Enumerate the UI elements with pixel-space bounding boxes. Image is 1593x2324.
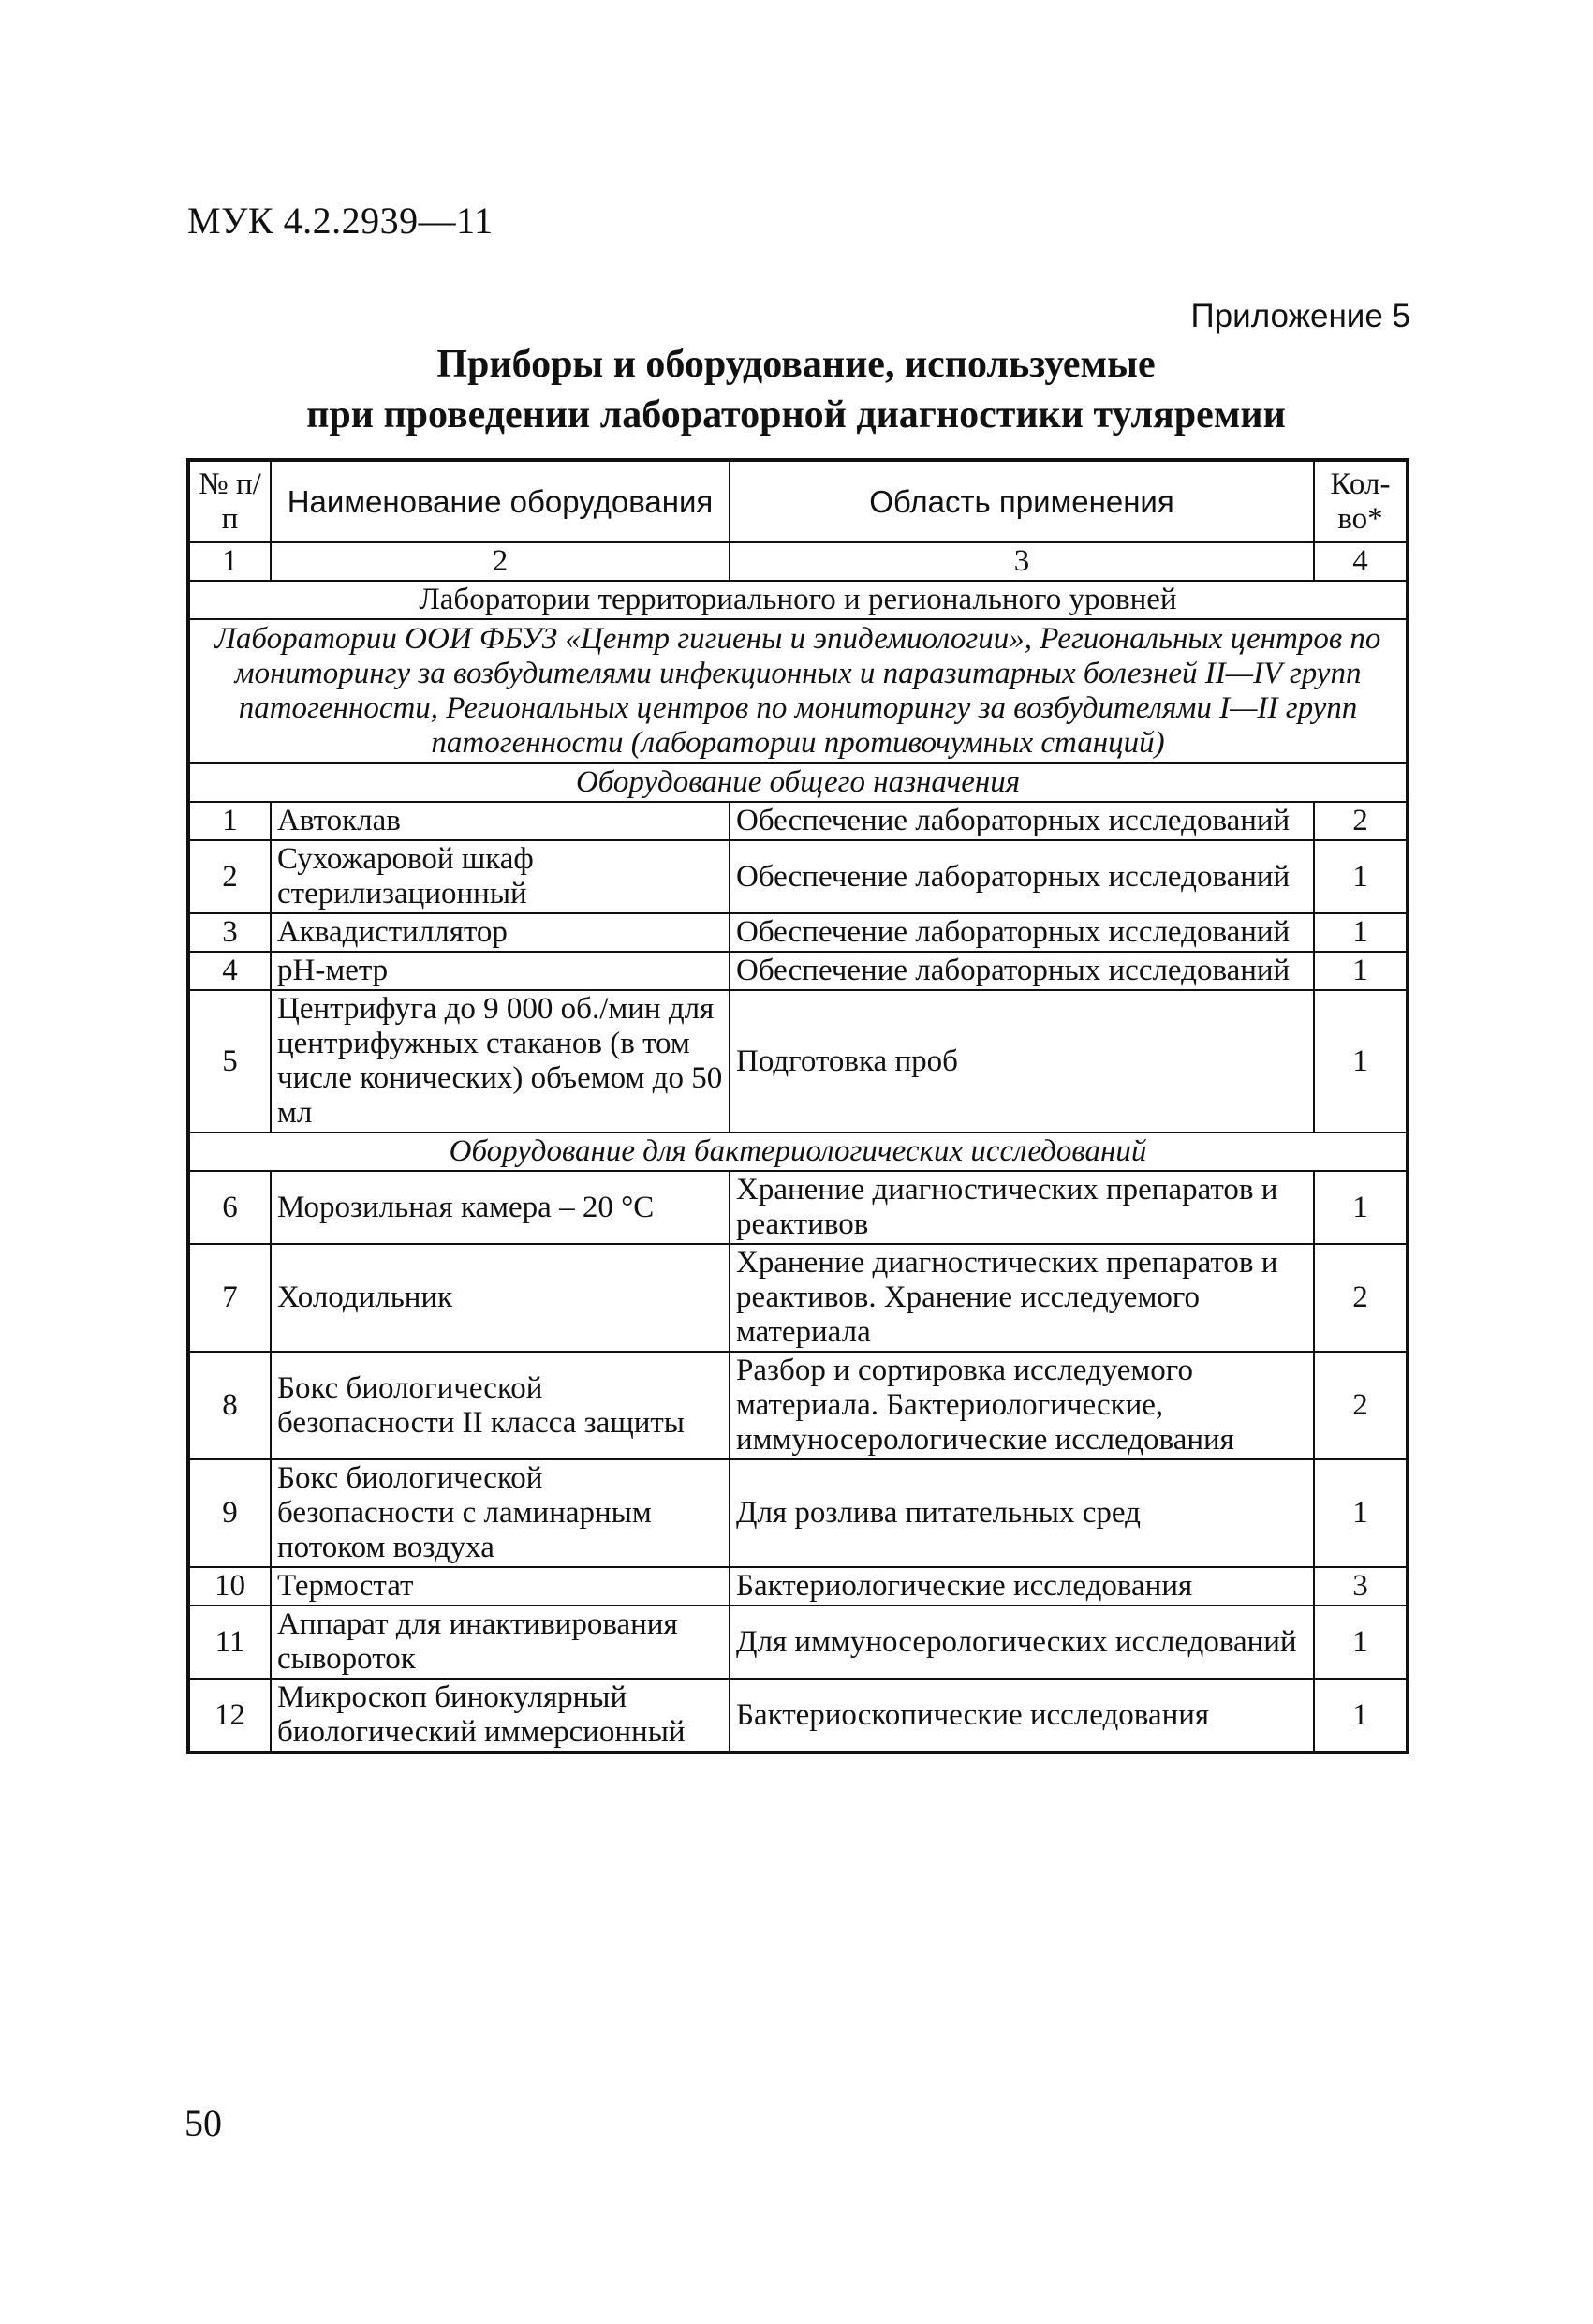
equipment-quantity: 1	[1314, 952, 1408, 990]
organization-heading: Лаборатории ООИ ФБУЗ «Центр гигиены и эпидемиологии», Региональных центров по мониторингу за возбудителями инфекционных и паразитарных болезней II—IV групп патогенности, Региональных центров по мониторингу за возбудителями I—II групп патогенности (лаборатории противочумных станций)	[188, 619, 1408, 763]
row-number: 4	[188, 952, 271, 990]
table-header-row	[188, 460, 1408, 542]
equipment-name: Бокс биологической безопасности с ламинарным потоком воздуха	[271, 1459, 730, 1567]
section-heading: Оборудование общего назначения	[188, 763, 1408, 802]
column-number: 4	[1314, 542, 1408, 581]
equipment-name: Аквадистиллятор	[271, 913, 730, 952]
table-row	[188, 1606, 1408, 1679]
column-header-usage: Область применения	[730, 460, 1314, 542]
equipment-usage: Подготовка проб	[730, 990, 1314, 1132]
section-heading-row	[188, 763, 1408, 802]
column-number: 2	[271, 542, 730, 581]
equipment-quantity: 1	[1314, 1606, 1408, 1679]
equipment-usage: Бактериоскопические исследования	[730, 1679, 1314, 1753]
equipment-quantity: 2	[1314, 1352, 1408, 1459]
row-number: 9	[188, 1459, 271, 1567]
equipment-quantity: 2	[1314, 1244, 1408, 1352]
table-row	[188, 1679, 1408, 1753]
row-number: 8	[188, 1352, 271, 1459]
equipment-name: Автоклав	[271, 802, 730, 840]
equipment-usage: Обеспечение лабораторных исследований	[730, 913, 1314, 952]
table-row	[188, 1459, 1408, 1567]
equipment-quantity: 1	[1314, 1459, 1408, 1567]
equipment-name: Сухожаровой шкаф стерилизационный	[271, 840, 730, 913]
organization-heading-row	[188, 619, 1408, 763]
row-number: 12	[188, 1679, 271, 1753]
title-line-1: Приборы и оборудование, используемые	[436, 343, 1156, 386]
title-line-2: при проведении лабораторной диагностики туляремии	[306, 393, 1286, 437]
equipment-usage: Для иммуносерологических исследований	[730, 1606, 1314, 1679]
equipment-name: Морозильная камера – 20 °С	[271, 1171, 730, 1244]
equipment-name: Бокс биологической безопасности II класса защиты	[271, 1352, 730, 1459]
level-heading-row	[188, 581, 1408, 619]
equipment-usage: Хранение диагностических препаратов и реактивов. Хранение исследуемого материала	[730, 1244, 1314, 1352]
table-row	[188, 1567, 1408, 1606]
equipment-usage: Для розлива питательных сред	[730, 1459, 1314, 1567]
table-row	[188, 913, 1408, 952]
equipment-quantity: 1	[1314, 840, 1408, 913]
equipment-quantity: 1	[1314, 1171, 1408, 1244]
equipment-quantity: 1	[1314, 1679, 1408, 1753]
equipment-name: Холодильник	[271, 1244, 730, 1352]
row-number: 1	[188, 802, 271, 840]
document-title	[187, 339, 1405, 440]
equipment-quantity: 2	[1314, 802, 1408, 840]
column-number: 1	[188, 542, 271, 581]
row-number: 2	[188, 840, 271, 913]
equipment-usage: Обеспечение лабораторных исследований	[730, 840, 1314, 913]
row-number: 3	[188, 913, 271, 952]
level-heading: Лаборатории территориального и регионального уровней	[188, 581, 1408, 619]
table-row	[188, 1171, 1408, 1244]
equipment-quantity: 1	[1314, 990, 1408, 1132]
table-row	[188, 840, 1408, 913]
equipment-usage: Обеспечение лабораторных исследований	[730, 952, 1314, 990]
equipment-name: Термостат	[271, 1567, 730, 1606]
row-number: 5	[188, 990, 271, 1132]
column-header-number: № п/п	[188, 460, 271, 542]
row-number: 6	[188, 1171, 271, 1244]
table-row	[188, 802, 1408, 840]
equipment-name: Центрифуга до 9 000 об./мин для центрифужных стаканов (в том числе конических) объемом до 50 мл	[271, 990, 730, 1132]
equipment-name: Микроскоп бинокулярный биологический иммерсионный	[271, 1679, 730, 1753]
equipment-usage: Обеспечение лабораторных исследований	[730, 802, 1314, 840]
table-row	[188, 952, 1408, 990]
equipment-usage: Хранение диагностических препаратов и реактивов	[730, 1171, 1314, 1244]
column-header-name: Наименование оборудования	[271, 460, 730, 542]
table-row	[188, 1352, 1408, 1459]
equipment-usage: Разбор и сортировка исследуемого материала. Бактериологические, иммуносерологические исследования	[730, 1352, 1314, 1459]
table-row	[188, 1244, 1408, 1352]
equipment-table	[186, 458, 1409, 1754]
page-number: 50	[184, 2102, 222, 2144]
column-number: 3	[730, 542, 1314, 581]
equipment-name: рН-метр	[271, 952, 730, 990]
row-number: 10	[188, 1567, 271, 1606]
section-heading-row	[188, 1132, 1408, 1171]
column-number-row	[188, 542, 1408, 581]
document-code: МУК 4.2.2939—11	[187, 200, 494, 242]
row-number: 11	[188, 1606, 271, 1679]
equipment-name: Аппарат для инактивирования сывороток	[271, 1606, 730, 1679]
equipment-usage: Бактериологические исследования	[730, 1567, 1314, 1606]
row-number: 7	[188, 1244, 271, 1352]
table-row	[188, 990, 1408, 1132]
appendix-label: Приложение 5	[1190, 298, 1410, 334]
section-heading: Оборудование для бактериологических исследований	[188, 1132, 1408, 1171]
equipment-quantity: 1	[1314, 913, 1408, 952]
equipment-quantity: 3	[1314, 1567, 1408, 1606]
column-header-quantity: Кол-во*	[1314, 460, 1408, 542]
